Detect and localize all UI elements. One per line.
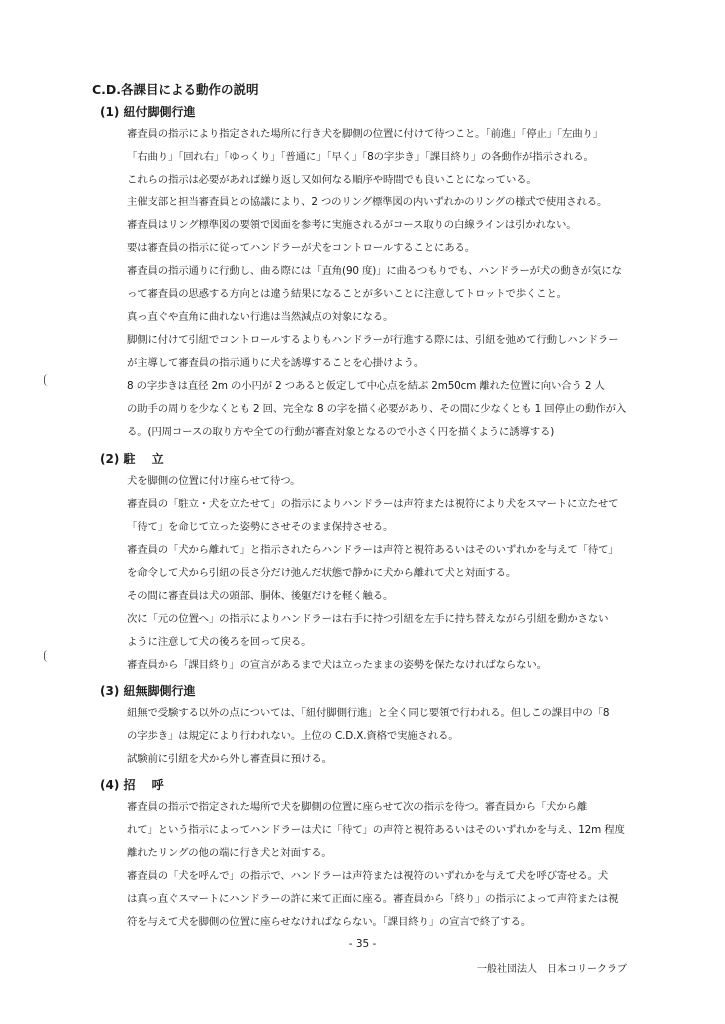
paragraph-line: 離れたリングの他の端に行き犬と対面する。 <box>127 847 332 859</box>
paragraph-line: ように注意して犬の後ろを回って戻る。 <box>127 636 312 648</box>
paragraph-line: 符を与えて犬を脚側の位置に座らせなければならない。「課目終り」の宣言で終了する。 <box>127 916 532 928</box>
paragraph-line: が主導して審査員の指示通りに犬を誘導することを心掛けよう。 <box>127 357 424 369</box>
paragraph-line: 審査員の指示通りに行動し、曲る際には「直角(90 度)」に曲るつもりでも、ハンドラーが犬の動きが気にな <box>127 265 622 277</box>
paragraph-line: れて」という指示によってハンドラーは犬に「待て」の声符と視符あるいはそのいずれかを与え、12m 程度 <box>127 824 625 836</box>
paragraph-line: 審査員の指示で指定された場所で犬を脚側の位置に座らせて次の指示を待つ。審査員から「犬から離 <box>127 801 588 813</box>
paragraph-line: 8 の字歩きは直径 2m の小円が 2 つあると仮定して中心点を結ぶ 2m50cm 離れた位置に向い合う 2 人 <box>127 380 605 392</box>
paragraph-line: 要は審査員の指示に従ってハンドラーが犬をコントロールすることにある。 <box>127 242 475 254</box>
paragraph-line: 審査員から「課目終り」の宣言があるまで犬は立ったままの姿勢を保たなければならない。 <box>127 659 547 671</box>
page-number: - 35 - <box>348 938 377 950</box>
paragraph-line: 主催支部と担当審査員との協議により、2 つのリング標準図の内いずれかのリングの様式で使用される。 <box>127 196 608 208</box>
section-heading-heeling-off-leash: (3) 紐無脚側行進 <box>100 684 196 698</box>
page-title: C.D.各課目による動作の説明 <box>92 82 259 97</box>
paragraph-line: 次に「元の位置へ」の指示によりハンドラーは右手に持つ引紐を左手に持ち替えながら引紐を動かさない <box>127 613 609 625</box>
paragraph-line: これらの指示は必要があれば繰り返し又如何なる順序や時間でも良いことになっている。 <box>127 174 537 186</box>
paragraph-line: を命令して犬から引紐の長さ分だけ弛んだ状態で静かに犬から離れて犬と対面する。 <box>127 567 517 579</box>
scan-margin-mark <box>44 374 49 386</box>
paragraph-line: 犬を脚側の位置に付け座らせて待つ。 <box>127 475 301 487</box>
paragraph-line: 審査員の指示により指定された場所に行き犬を脚側の位置に付けて待つこと。「前進」「停止」「左曲り」 <box>127 128 603 140</box>
paragraph-line: る。(円周コースの取り方や全ての行動が審査対象となるので小さく円を描くように誘導する) <box>127 426 555 438</box>
paragraph-line: その間に審査員は犬の頭部、胴体、後躯だけを軽く触る。 <box>127 590 394 602</box>
paragraph-line: 「右曲り」「回れ右」「ゆっくり」「普通に」「早く」「8の字歩き」「課目終り」の各動作が指示される。 <box>127 151 594 163</box>
paragraph-line: 審査員はリング標準図の要領で図面を参考に実施されるがコース取りの白線ラインは引かれない。 <box>127 219 577 231</box>
paragraph-line: 審査員の「犬から離れて」と指示されたらハンドラーは声符と視符あるいはそのいずれかを与えて「待て」 <box>127 544 619 556</box>
scan-margin-mark <box>44 650 49 662</box>
paragraph-line: 審査員の「駐立・犬を立たせて」の指示によりハンドラーは声符または視符により犬をスマートに立たせて <box>127 498 619 510</box>
paragraph-line: の字歩き」は規定により行われない。上位の C.D.X.資格で実施される。 <box>127 730 459 742</box>
publisher-name: 一般社団法人 日本コリークラブ <box>477 964 627 975</box>
paragraph-line: 試験前に引紐を犬から外し審査員に預ける。 <box>127 753 332 765</box>
paragraph-line: って審査員の思惑する方向とは違う結果になることが多いことに注意してトロットで歩くこと。 <box>127 288 567 300</box>
paragraph-line: は真っ直ぐスマートにハンドラーの許に来て正面に座る。審査員から「終り」の指示によって声符または視 <box>127 893 619 905</box>
paragraph-line: の助手の周りを少なくとも 2 回、完全な 8 の字を描く必要があり、その間に少なくとも 1 回停止の動作が入 <box>127 403 627 415</box>
paragraph-line: 紐無で受験する以外の点については、「紐付脚側行進」と全く同じ要領で行われる。但しこの課目中の「8 <box>127 707 610 719</box>
paragraph-line: 真っ直ぐや直角に曲れない行進は当然減点の対象になる。 <box>127 311 394 323</box>
section-heading-recall: (4) 招 呼 <box>100 778 164 792</box>
section-heading-stand: (2) 駐 立 <box>100 452 164 466</box>
section-heading-heeling-on-leash: (1) 紐付脚側行進 <box>100 105 196 119</box>
paragraph-line: 「待て」を命じて立った姿勢にさせそのまま保持させる。 <box>127 521 394 533</box>
paragraph-line: 脚側に付けて引紐でコントロールするよりもハンドラーが行進する際には、引紐を弛めて行動しハンドラー <box>127 334 619 346</box>
paragraph-line: 審査員の「犬を呼んで」の指示で、ハンドラーは声符または視符のいずれかを与えて犬を呼び寄せる。犬 <box>127 870 609 882</box>
